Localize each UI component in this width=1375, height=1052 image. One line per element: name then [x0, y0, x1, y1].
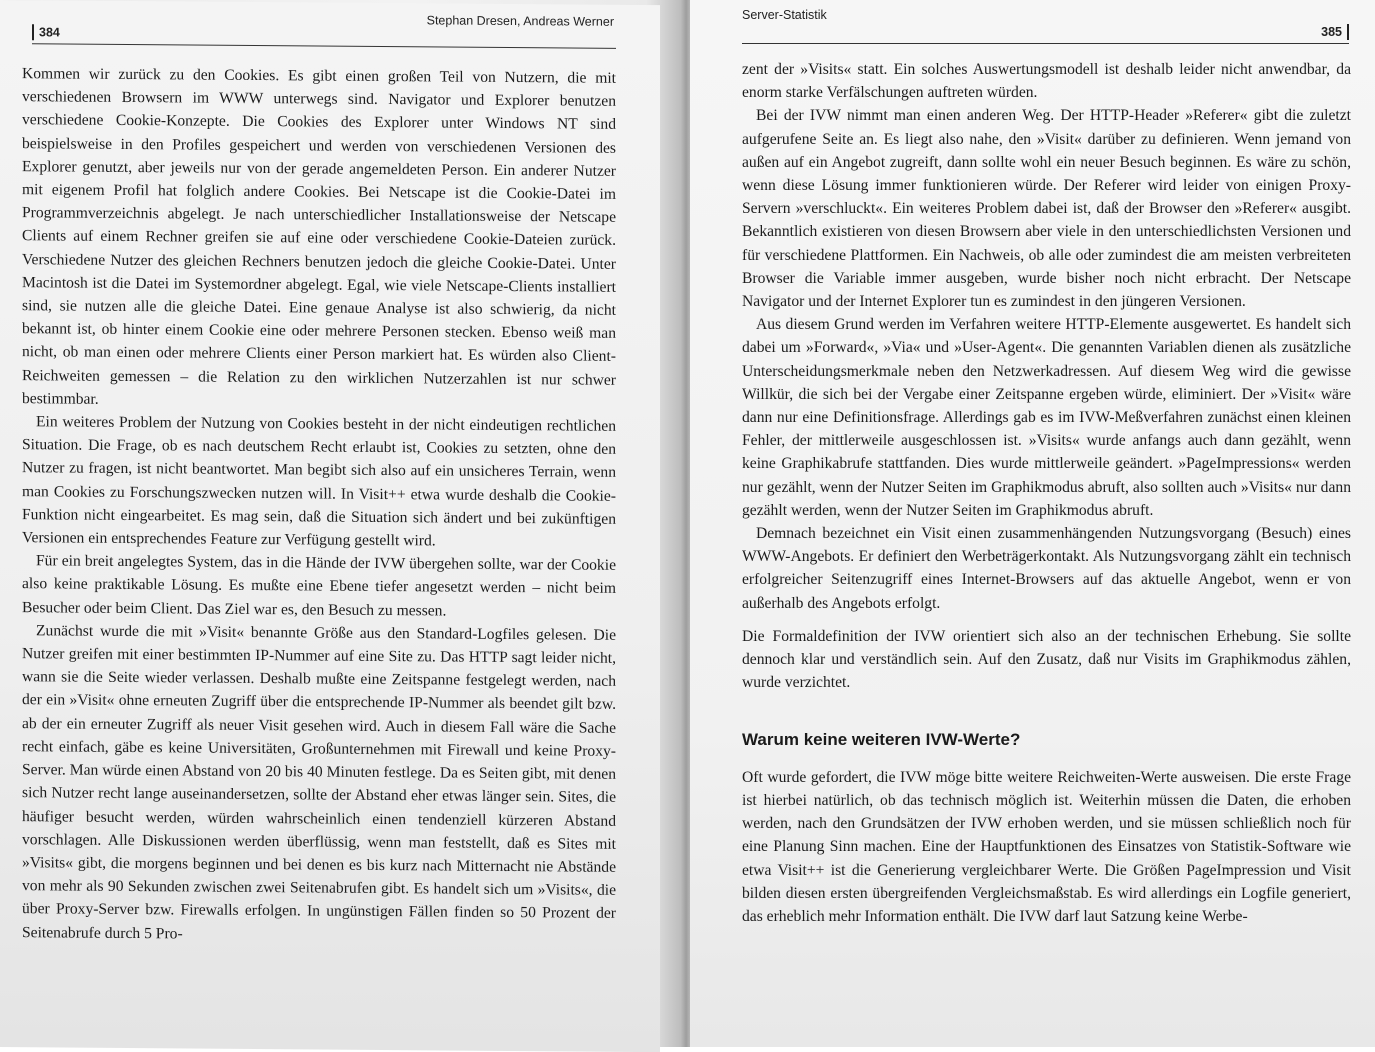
running-head-author: Stephan Dresen, Andreas Werner — [426, 13, 614, 29]
right-body-text — [742, 58, 1351, 928]
paragraph: Demnach bezeichnet ein Visit einen zusammenhängenden Nutzungsvorgang (Besuch) eines WWW-Angebots. Er definiert den Werbeträgerkontakt. Als Nutzungsvorgang zählt ein technisch erfolgreicher Seitenzugriff eines Internet-Browsers auf das aktuelle Angebot, wenn er von außerhalb des Angebots erfolgt. — [742, 525, 1351, 612]
right-running-head — [742, 0, 1351, 48]
paragraph: Bei der IVW nimmt man einen anderen Weg. Der HTTP-Header »Referer« gibt die zuletzt aufgerufene Seite an. Es liegt also nahe, den »Visit« darüber zu definieren. Wenn jemand von außen auf ein Angebot zugreift, dann sollte wohl ein neuer Besuch beginnen. Es wäre zu schön, wenn diese Lösung immer funktionieren würde. Der Referer wird leider von einigen Proxy-Servern »verschluckt«. Ein weiteres Problem dabei ist, daß der Browser den »Referer« ausgibt. Bekanntlich existieren von diesen Browsern aber viele in den unterschiedlichsten Versionen und für verschiedene Plattformen. Ein Nachweis, ob alle oder zumindest die am meisten verbreiteten Browser die Variable immer ausgeben, wurde bisher noch nicht erbracht. Der Netscape Navigator und der Internet Explorer tun es zumindest in den jüngeren Versionen. — [742, 107, 1351, 311]
paragraph: Für ein breit angelegtes System, das in die Hände der IVW übergehen sollte, war der Cookie also keine praktikable Lösung. Es mußte eine Ebene tiefer angesetzt werden – nicht beim Besucher oder beim Client. Das Ziel war es, den Besuch zu messen. — [22, 552, 616, 620]
header-rule — [32, 43, 616, 49]
paragraph: Aus diesem Grund werden im Verfahren weitere HTTP-Elemente ausgewertet. Es handelt sich dabei um »Forward«, »Via« und »User-Agent«. Die genannten Variablen dienen als zusätzliche Unterscheidungsmerkmale neben den Netzwerkadressen. Auf diesem Weg wird die gewisse Willkür, die sich bei der Vergabe einer Zeitspanne ergeben würde, eliminiert. Der »Visit« wäre dann nur eine Definitionsfrage. Allerdings gab es im IVW-Meßverfahren zunächst einen kleinen Fehler, der mittlerweile ausgeschlossen ist. »Visits« wurde anfangs auch dann gezählt, wenn keine Graphikabrufe stattfanden. Dies wurde mittlerweile geändert. »PageImpressions« werden nur gezählt, wenn der Nutzer Seiten im Graphikmodus abruft, also sollten auch »Visits« nur dann gezählt werden, wenn der Nutzer Seiten im Graphikmodus abruft. — [742, 316, 1351, 519]
paragraph: Ein weiteres Problem der Nutzung von Cookies besteht in der nicht eindeutigen rechtlichen Situation. Die Frage, ob es nach deutschem Recht erlaubt ist, Cookies zu setzten, ohne den Nutzer zu fragen, ist nicht beantwortet. Man begibt sich also auf ein unsicheres Terrain, wenn man Cookies zu Forschungszwecken nutzen will. In Visit++ etwa wurde deshalb die Cookie-Funktion nicht eingearbeitet. Es mag sein, daß die Situation sich ändert und bei zukünftigen Versionen ein entsprechendes Feature zur Verfügung gestellt wird. — [22, 413, 616, 550]
left-running-head — [22, 0, 616, 53]
left-body-text — [22, 62, 616, 948]
right-page — [690, 0, 1375, 1047]
page-number-left: 384 — [32, 24, 65, 40]
paragraph: Oft wurde gefordert, die IVW möge bitte weitere Reichweiten-Werte ausweisen. Die erste Frage ist hierbei natürlich, ob das technisch möglich ist. Weiterhin müssen die Daten, die erhoben werden, nach den Grundsätzen der IVW erhoben werden, und sie müssen schließlich noch für eine Planung Sinn machen. Eine der Hauptfunktionen des Einsatzes von Statistik-Software wie etwa Visit++ ist die Generierung vergleichbarer Werte. Die Größen PageImpression und Visit bilden diesen ersten übergreifenden Vergleichsmaßstab. Es wird allerdings ein Logfile generiert, das erheblich mehr Information enthält. Die IVW darf laut Satzung keine Werbe- — [742, 768, 1351, 925]
paragraph: Zunächst wurde die mit »Visit« benannte Größe aus den Standard-Logfiles gelesen. Die Nutzer greifen mit einer bestimmten IP-Nummer auf eine Site zu. Das HTTP sagt leider nicht, wann sie die Seite wieder verlassen. Deshalb mußte eine Zeitspanne festgelegt werden, nach der ein »Visit« ohne erneuten Zugriff über die entsprechende IP-Nummer als beendet gilt bzw. ab der ein erneuter Zugriff als neuer Visit gesehen wird. Auch in diesem Fall wäre die Sache recht einfach, gäbe es keine Universitäten, Großunternehmen mit Firewall und keine Proxy-Server. Man würde einen Abstand von 20 bis 40 Minuten festlege. Da es Seiten gibt, mit denen sich Nutzer recht lange auseinandersetzen, sollte der Abstand eher etwas länger sein. Sites, die häufiger besucht werden, würden wahrscheinlich einen tendenziell kürzeren Abstand vorschlagen. Alle Diskussionen werden überflüssig, wenn man feststellt, daß es Sites mit »Visits« gibt, die morgens beginnen und bei denen es bis kurz nach Mitternacht nie Abstände von mehr als 90 Sekunden zwischen zwei Seitenabrufen gibt. Es handelt sich um »Visits«, die über Proxy-Server bzw. Firewalls erfolgen. In ungünstigen Fällen finden so 50 Prozent der Seitenabrufe durch 5 Pro- — [22, 622, 616, 942]
paragraph: Kommen wir zurück zu den Cookies. Es gibt einen großen Teil von Nutzern, die mit verschiedenen Browsern im WWW unterwegs sind. Navigator und Explorer benutzen verschiedene Cookie-Konzepte. Die Cookies des Explorer unter Windows NT sind beispielsweise in den Profiles gespeichert und werden von verschiedenen Versionen des Explorer genutzt, aber jeweils nur von der gerade angemeldeten Person. Ein anderer Nutzer mit eigenem Profil hat folglich andere Cookies. Bei Netscape ist die Cookie-Datei im Programmverzeichnis abgelegt. Je nach unterschiedlicher Installationsweise der Netscape Clients auf einem Rechner greifen sie auf eine oder verschiedene Cookie-Dateien zurück. Verschiedene Nutzer des gleichen Rechners benutzen jedoch die gleiche Cookie-Datei. Unter Macintosh ist die Datei im Systemordner abgelegt. Egal, wie viele Netscape-Clients installiert sind, sie nutzen alle die gleiche Datei. Eine genaue Analyse ist also schwierig, da nicht bekannt ist, ob hinter einem Cookie eine oder mehrere Personen stecken. Ebenso weiß man nicht, ob man einen oder mehrere Clients einer Person markiert hat. Es würden also Client-Reichweiten gemessen – die Relation zu den wirklichen Nutzerzahlen ist nur schwer bestimmbar. — [22, 65, 616, 408]
section-heading: Warum keine weiteren IVW-Werte? — [742, 730, 1021, 750]
page-number-right: 385 — [1316, 24, 1349, 40]
header-rule — [742, 43, 1349, 44]
running-head-section: Server-Statistik — [742, 8, 827, 22]
paragraph: Die Formaldefinition der IVW orientiert sich also an der technischen Erhebung. Sie sollte dennoch klar und verständlich sein. Auf den Zusatz, daß nur Visits im Graphikmodus zählen, wurde verzichtet. — [742, 627, 1351, 692]
paragraph: zent der »Visits« statt. Ein solches Auswertungsmodell ist deshalb leider nicht anwendbar, da enorm starke Verfälschungen auftreten würden. — [742, 61, 1351, 102]
left-page — [0, 0, 660, 1052]
